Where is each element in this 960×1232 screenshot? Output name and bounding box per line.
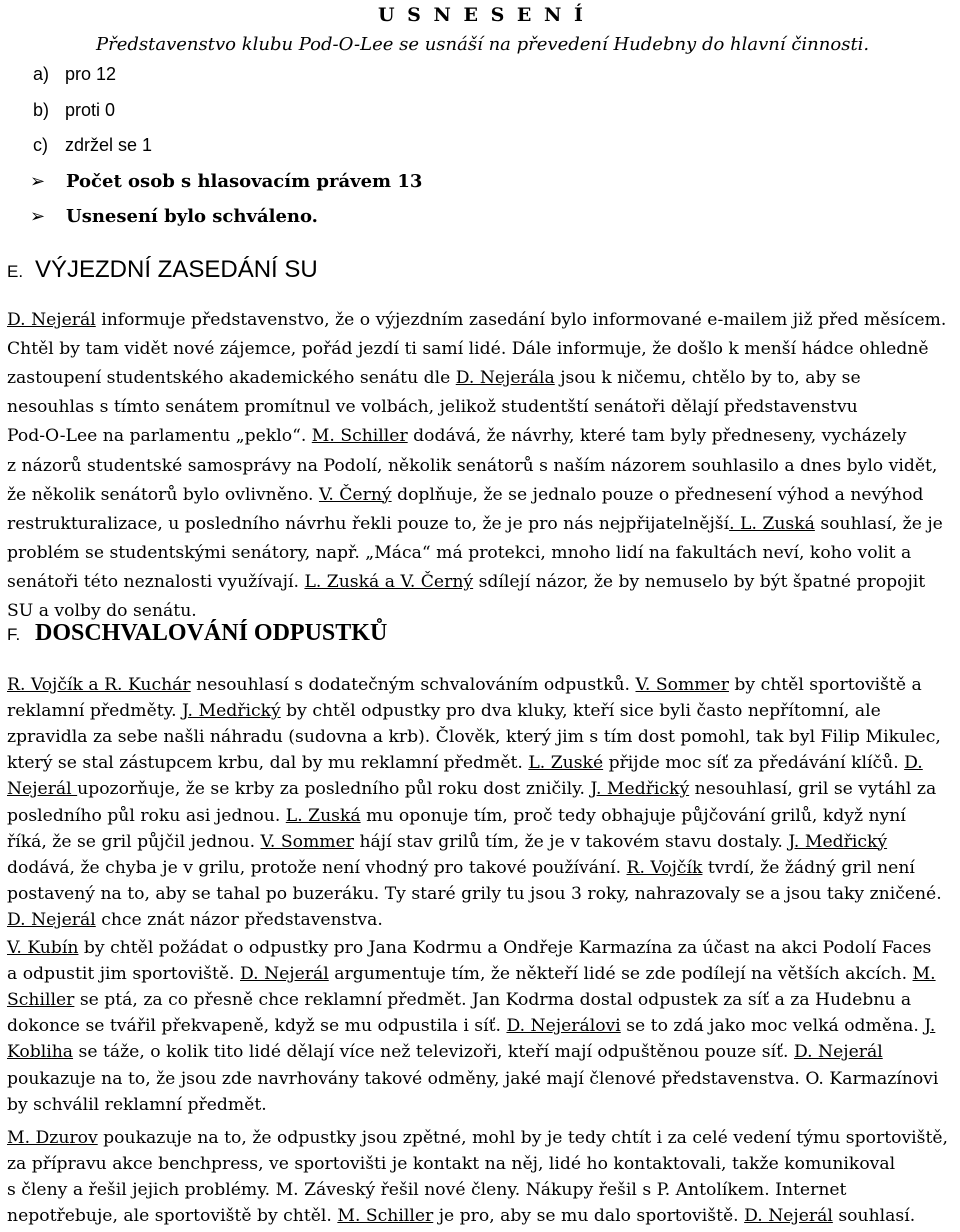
text-line	[7, 1206, 915, 1226]
text-line	[7, 1016, 935, 1036]
person-name: Schiller	[7, 990, 75, 1011]
person-name: D. Nejerál	[7, 909, 96, 930]
arrow-bullet-icon: ➢	[30, 171, 46, 192]
text-segment: poukazuje na to, že odpustky jsou zpětné, mohl by je tedy chtít i za celé vedení týmu sportoviště,	[97, 1128, 949, 1148]
text-line	[7, 310, 946, 330]
text-line	[7, 675, 922, 695]
resolution-heading: U S N E S E N Í	[378, 4, 586, 26]
text-line	[7, 1128, 948, 1148]
bullet-text: Usnesení bylo schváleno.	[66, 206, 318, 227]
person-name: R. Vojčík a R. Kuchár	[7, 675, 191, 695]
text-segment: souhlasí.	[832, 1206, 916, 1227]
person-name: V. Sommer	[260, 831, 354, 852]
section-e-heading	[7, 256, 318, 284]
text-segment: SU a volby do senátu.	[7, 601, 197, 621]
text-line	[7, 543, 911, 563]
text-segment: argumentuje tím, že někteří lidé se zde podílejí na větších akcích.	[328, 964, 913, 985]
text-segment: posledního půl roku asi jednou.	[7, 805, 286, 826]
text-segment: říká, že se gril půjčil jednou.	[7, 831, 261, 852]
text-line	[7, 938, 931, 958]
vote-item-proti	[33, 100, 115, 121]
person-name: . L. Zuská	[729, 513, 815, 534]
text-segment: Chtěl by tam vidět nové zájemce, pořád jezdí ti samí lidé. Dále informuje, že došlo k menší hádce ohledně	[7, 339, 929, 360]
section-letter: F.	[7, 625, 21, 644]
text-segment: by schválil reklamní předmět.	[7, 1094, 267, 1115]
text-segment: nesouhlas s tímto senátem promítnul ve volbách, jelikož studentští senátoři dělají představenstvu	[7, 397, 858, 418]
person-name: R. Vojčík	[626, 857, 703, 878]
person-name: V. Kubín	[7, 938, 79, 958]
text-segment: za přípravu akce benchpress, ve sportovišti je kontakt na něj, lidé ho kontaktovali, takže komunikoval	[7, 1154, 896, 1175]
text-line	[7, 1180, 846, 1200]
person-name: D. Nejerál	[7, 310, 96, 330]
text-segment: senátoři této neznalosti využívají.	[7, 571, 305, 592]
text-segment: souhlasí, že je	[814, 513, 943, 534]
text-line	[7, 1042, 883, 1062]
person-name: V. Sommer	[635, 675, 729, 695]
text-line	[7, 701, 881, 721]
text-line	[7, 832, 887, 852]
text-segment: se to zdá jako moc velká odměna.	[620, 1016, 925, 1037]
text-segment: by chtěl odpustky pro dva kluky, kteří sice byli často nepřítomní, ale	[280, 701, 881, 722]
text-line	[7, 964, 936, 984]
text-segment: hájí stav grilů tím, že je v takovém stavu dostaly.	[353, 831, 789, 852]
text-segment: mu oponuje tím, proč tedy obhajuje půjčování grilů, když nyní	[360, 805, 906, 826]
text-line	[7, 727, 941, 747]
text-segment: že několik senátorů bylo ovlivněno.	[7, 484, 319, 505]
text-segment: by chtěl sportoviště a	[728, 675, 922, 695]
vote-text: pro 12	[65, 64, 117, 84]
person-name: L. Zuská a V. Černý	[304, 571, 474, 592]
text-segment: zastoupení studentského akademického senátu dle	[7, 368, 456, 389]
text-line	[7, 806, 906, 826]
text-line	[7, 1069, 938, 1089]
text-line	[7, 858, 915, 878]
text-line	[7, 1154, 895, 1174]
text-segment: chce znát názor představenstva.	[95, 909, 383, 930]
bullet-text: Počet osob s hlasovacím právem 13	[66, 171, 423, 192]
text-line	[7, 779, 936, 799]
text-segment: a odpustit jim sportoviště.	[7, 964, 240, 985]
text-segment: by chtěl požádat o odpustky pro Jana Kodrmu a Ondřeje Karmazína za účast na akci Podolí Faces	[78, 938, 932, 958]
text-line	[7, 397, 858, 417]
person-name: M. Schiller	[337, 1206, 434, 1227]
section-title: DOSCHVALOVÁNÍ ODPUSTKŮ	[35, 620, 388, 646]
section-f-heading	[7, 620, 387, 647]
person-name: J. Medřický	[788, 831, 888, 852]
resolution-text: Představenstvo klubu Pod-O-Lee se usnáší na převedení Hudebny do hlavní činnosti.	[96, 34, 870, 55]
text-segment: se ptá, za co přesně chce reklamní předmět. Jan Kodrma dostal odpustek za síť a za Hudebnu a	[74, 990, 912, 1011]
person-name: D. Nejerálovi	[506, 1016, 621, 1037]
text-segment: se táže, o kolik tito lidé dělají více než televizoři, kteří mají odpuštěnou pouze síť.	[73, 1042, 794, 1063]
text-segment: dodává, že chyba je v grilu, protože není vhodný pro takové používání.	[7, 857, 627, 878]
text-line	[7, 426, 906, 446]
text-line	[7, 368, 861, 388]
vote-letter: c)	[33, 135, 48, 155]
person-name: J.	[924, 1016, 936, 1037]
person-name: M.	[912, 964, 936, 985]
vote-item-pro	[33, 64, 116, 85]
person-name: M. Dzurov	[7, 1128, 98, 1148]
text-line	[7, 514, 943, 534]
text-segment: tvrdí, že žádný gril není	[702, 857, 915, 878]
person-name: D.	[904, 753, 923, 774]
bullet-voters-count	[30, 171, 422, 192]
text-segment: nesouhlasí s dodatečným schvalováním odpustků.	[190, 675, 636, 695]
text-line	[7, 485, 923, 505]
text-segment: který se stal zástupcem krbu, dal by mu reklamní předmět.	[7, 753, 529, 774]
text-segment: z názorů studentské samosprávy na Podolí, několik senátorů s naším názorem souhlasilo a dnes bylo vidět,	[7, 455, 938, 476]
person-name: M. Schiller	[311, 426, 408, 447]
text-line	[7, 1095, 267, 1115]
text-line	[7, 990, 911, 1010]
text-segment: restrukturalizace, u posledního návrhu řekli pouze to, že je pro nás nejpřijatelnější	[7, 513, 730, 534]
text-segment: reklamní předměty.	[7, 701, 182, 722]
person-name: V. Černý	[318, 484, 392, 505]
vote-letter: b)	[33, 100, 50, 120]
text-segment: dokonce se tvářil překvapeně, když se mu odpustila i síť.	[7, 1016, 507, 1037]
text-segment: nesouhlasí, gril se vytáhl za	[689, 779, 937, 800]
text-segment: postavený na to, aby se tahal po buzeráku. Ty staré grily tu jsou 3 roky, nahrazovaly se a jsou taky zničené.	[7, 883, 942, 904]
text-segment: je pro, aby se mu dalo sportoviště.	[433, 1206, 745, 1227]
text-segment: jsou k ničemu, chtělo by to, aby se	[554, 368, 861, 389]
bullet-resolution-approved	[30, 206, 318, 227]
person-name: Kobliha	[7, 1042, 74, 1063]
text-segment: přijde moc síť za předávání klíčů.	[603, 753, 905, 774]
text-line	[7, 456, 937, 476]
person-name: D. Nejerál	[744, 1206, 833, 1227]
vote-text: proti 0	[65, 100, 116, 120]
section-title: VÝJEZDNÍ ZASEDÁNÍ SU	[35, 256, 318, 283]
vote-text: zdržel se 1	[65, 135, 153, 155]
text-segment: dodává, že návrhy, které tam byly předneseny, vycházely	[407, 426, 907, 447]
person-name: J. Medřický	[590, 779, 690, 800]
text-line	[7, 339, 929, 359]
text-segment: upozorňuje, že se krby za posledního půl roku dost zničily.	[77, 779, 591, 800]
text-line	[7, 753, 923, 773]
text-segment: nepotřebuje, ale sportoviště by chtěl.	[7, 1206, 338, 1227]
vote-letter: a)	[33, 64, 50, 84]
text-segment: problém se studentskými senátory, např. „Máca“ má protekci, mnoho lidí na fakultách neví, koho volit a	[7, 542, 912, 563]
text-line	[7, 910, 383, 930]
text-segment: zpravidla za sebe našli náhradu (sudovna a krb). Člověk, který jim s tím dost pomohl, tak byl Filip Mikulec,	[7, 727, 941, 748]
person-name: L. Zuská	[285, 805, 361, 826]
section-letter: E.	[7, 262, 24, 281]
text-segment: informuje představenstvo, že o výjezdním zasedání bylo informované e-mailem již před měsícem.	[95, 310, 947, 330]
vote-item-zdrzel	[33, 135, 152, 156]
text-segment: s členy a řešil jejich problémy. M. Záveský řešil nové členy. Nákupy řešil s P. Antolíkem. Internet	[7, 1180, 847, 1201]
text-line	[7, 601, 197, 621]
text-segment: sdílejí názor, že by nemuselo by být špatné propojit	[473, 571, 926, 592]
text-line	[7, 572, 925, 592]
text-segment: doplňuje, že se jednalo pouze o přednesení výhod a nevýhod	[391, 484, 924, 505]
person-name: D. Nejerála	[455, 368, 555, 389]
text-segment: Pod-O-Lee na parlamentu „peklo“.	[7, 426, 312, 447]
person-name: Nejerál	[7, 779, 78, 800]
person-name: J. Medřický	[182, 701, 281, 722]
person-name: L. Zuské	[528, 753, 604, 774]
person-name: D. Nejerál	[793, 1042, 883, 1063]
text-line	[7, 884, 942, 904]
text-segment: poukazuje na to, že jsou zde navrhovány takové odměny, jaké mají členové představenstva. O. Karmazínovi	[7, 1068, 939, 1089]
arrow-bullet-icon: ➢	[30, 206, 46, 227]
person-name: D. Nejerál	[240, 964, 329, 985]
